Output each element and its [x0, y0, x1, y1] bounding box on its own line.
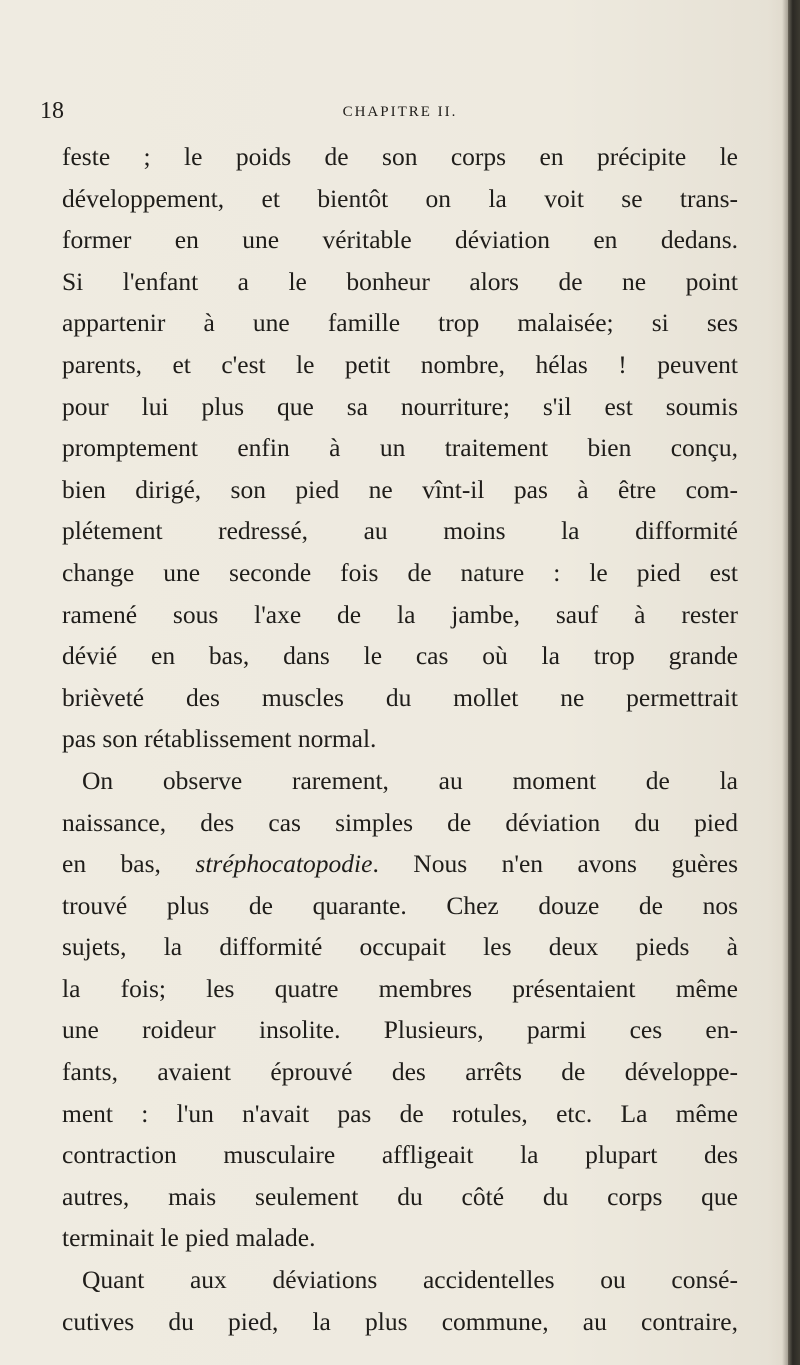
text-line: développement, et bientôt on la voit se trans-	[62, 183, 738, 213]
text-line: former en une véritable déviation en dedans.	[62, 225, 738, 255]
body-text	[62, 136, 738, 1342]
text-line: trouvé plus de quarante. Chez douze de nos	[62, 890, 738, 920]
text-line: contraction musculaire affligeait la plupart des	[62, 1140, 738, 1170]
text-line: promptement enfin à un traitement bien conçu,	[62, 433, 738, 463]
text-line: plétement redressé, au moins la difformité	[62, 516, 738, 546]
text-segment: . Nous n'en avons guères	[372, 849, 739, 879]
text-line: ramené sous l'axe de la jambe, sauf à rester	[62, 599, 738, 629]
text-line: une roideur insolite. Plusieurs, parmi ces en-	[62, 1015, 738, 1045]
text-line: bien dirigé, son pied ne vînt-il pas à être com-	[62, 474, 738, 504]
chapter-title: CHAPITRE II.	[342, 104, 458, 120]
book-binding-edge	[788, 0, 800, 1365]
text-line: naissance, des cas simples de déviation du pied	[62, 807, 738, 837]
text-line: Si l'enfant a le bonheur alors de ne point	[62, 266, 738, 296]
text-line: autres, mais seulement du côté du corps que	[62, 1181, 738, 1211]
page-number: 18	[40, 98, 64, 124]
text-segment: en bas,	[62, 849, 196, 879]
text-line: cutives du pied, la plus commune, au contraire,	[62, 1306, 738, 1336]
running-head	[40, 98, 740, 128]
text-line: terminait le pied malade.	[62, 1223, 316, 1253]
text-line: appartenir à une famille trop malaisée; si ses	[62, 308, 738, 338]
text-line: parents, et c'est le petit nombre, hélas ! peuvent	[62, 349, 738, 379]
text-line: pour lui plus que sa nourriture; s'il est soumis	[62, 391, 738, 421]
text-line: dévié en bas, dans le cas où la trop grande	[62, 641, 738, 671]
text-line: ment : l'un n'avait pas de rotules, etc. La même	[62, 1098, 738, 1128]
text-line: pas son rétablissement normal.	[62, 724, 377, 754]
text-line: On observe rarement, au moment de la	[82, 765, 738, 795]
text-line: change une seconde fois de nature : le pied est	[62, 557, 738, 587]
italic-term: stréphocatopodie	[195, 849, 373, 879]
text-line: brièveté des muscles du mollet ne permettrait	[62, 682, 738, 712]
text-line: sujets, la difformité occupait les deux pieds à	[62, 932, 738, 962]
text-line: fants, avaient éprouvé des arrêts de développe-	[62, 1057, 738, 1087]
text-line: feste ; le poids de son corps en précipite le	[62, 142, 738, 171]
text-line	[62, 843, 738, 885]
text-line: la fois; les quatre membres présentaient même	[62, 973, 738, 1003]
text-line: Quant aux déviations accidentelles ou consé-	[82, 1265, 738, 1295]
